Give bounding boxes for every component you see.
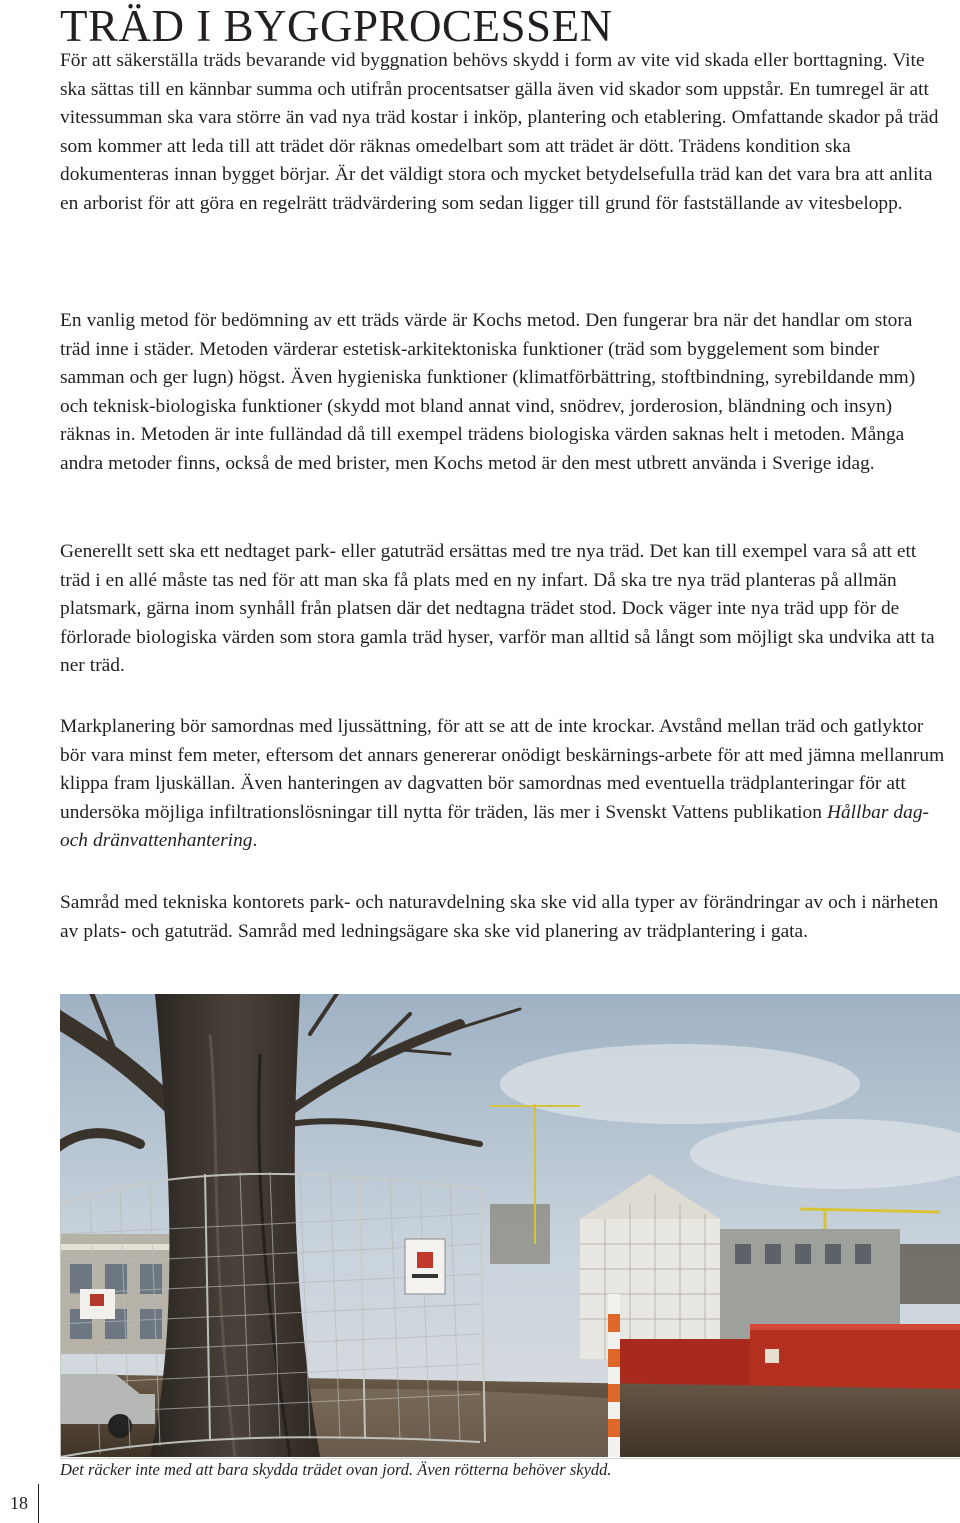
paragraph-3-text: Generellt sett ska ett nedtaget park- eller gatuträd ersättas med tre nya träd. Det kan till exempel vara så att ett träd i en allé måste tas ned för att man ska få plats med en ny infart. Då ska tre nya träd planteras på allmän platsmark, gärna inom synhåll från platsen där det nedtagna trädet stod. Dock väger inte nya träd upp för de förlorade biologiska värden som stora gamla träd hyser, varför man alltid så långt som möjligt ska undvika att ta ner träd. [60,541,935,677]
paragraph-5 [60,889,945,946]
paragraph-2 [60,307,945,479]
photo-caption: Det räcker inte med att bara skydda trädet ovan jord. Även rötterna behöver skydd. [60,1460,612,1479]
photo-illustration [60,994,960,1457]
page-title: TRÄD I BYGGPROCESSEN [60,1,613,51]
paragraph-4-end: . [252,830,258,852]
construction-site-photo [60,994,960,1457]
paragraph-1-text: För att säkerställa träds bevarande vid byggnation behövs skydd i form av vite vid skada eller borttagning. Vite ska sättas till en kännbar summa och utifrån procentsatser gälla även vid skador som uppstår. En tumregel är att vitessumman ska vara större än vad nya träd kostar i inköp, plantering och etablering. Omfattande skador på träd som kommer att leda till att trädet dör räknas omedelbart som att trädet är dött. Trädens kondition ska dokumenteras innan bygget börjar. Är det väldigt stora och mycket betydelsefulla träd kan det vara bra att anlita en arborist för att göra en regelrätt trädvärdering som sedan ligger till grund för fastställande av vitesbelopp. [60,50,939,214]
paragraph-5-text: Samråd med tekniska kontorets park- och naturavdelning ska ske vid alla typer av förändringar av och i närheten av plats- och gatuträd. Samråd med ledningsägare ska ske vid planering av trädplantering i gata. [60,892,939,942]
paragraph-4-text [60,713,945,856]
publication-title: Hållbar dag- och dränvattenhantering [60,801,929,852]
paragraph-3 [60,538,945,681]
page-number: 18 [0,1484,39,1523]
paragraph-1 [60,47,945,219]
paragraph-4 [60,713,945,856]
paragraph-2-text: En vanlig metod för bedömning av ett träds värde är Kochs metod. Den fungerar bra när det handlar om stora träd inne i städer. Metoden värderar estetisk-arkitektoniska funktioner (träd som byggelement som binder samman och ger lugn) högst. Även hygieniska funktioner (klimatförbättring, stoftbindning, syrebildande mm) och teknisk-biologiska funktioner (skydd mot bland annat vind, snödrev, jorderosion, bländning och insyn) räknas in. Metoden är inte fulländad då till exempel trädens biologiska värden saknas helt i metoden. Många andra metoder finns, också de med brister, men Kochs metod är den mest utbrett använda i Sverige idag. [60,310,916,474]
paragraph-4-main: Markplanering bör samordnas med ljussättning, för att se att de inte krockar. Avstånd mellan träd och gatlyktor bör vara minst fem meter, eftersom det annars genererar onödigt beskärnings-arbete för att med jämna mellanrum klippa fram ljuskällan. Även hanteringen av dagvatten bör samordnas med eventuella trädplanteringar för att undersöka möjliga infiltrationslösningar till nytta för träden, läs mer i Svenskt Vattens publikation [60,716,945,823]
